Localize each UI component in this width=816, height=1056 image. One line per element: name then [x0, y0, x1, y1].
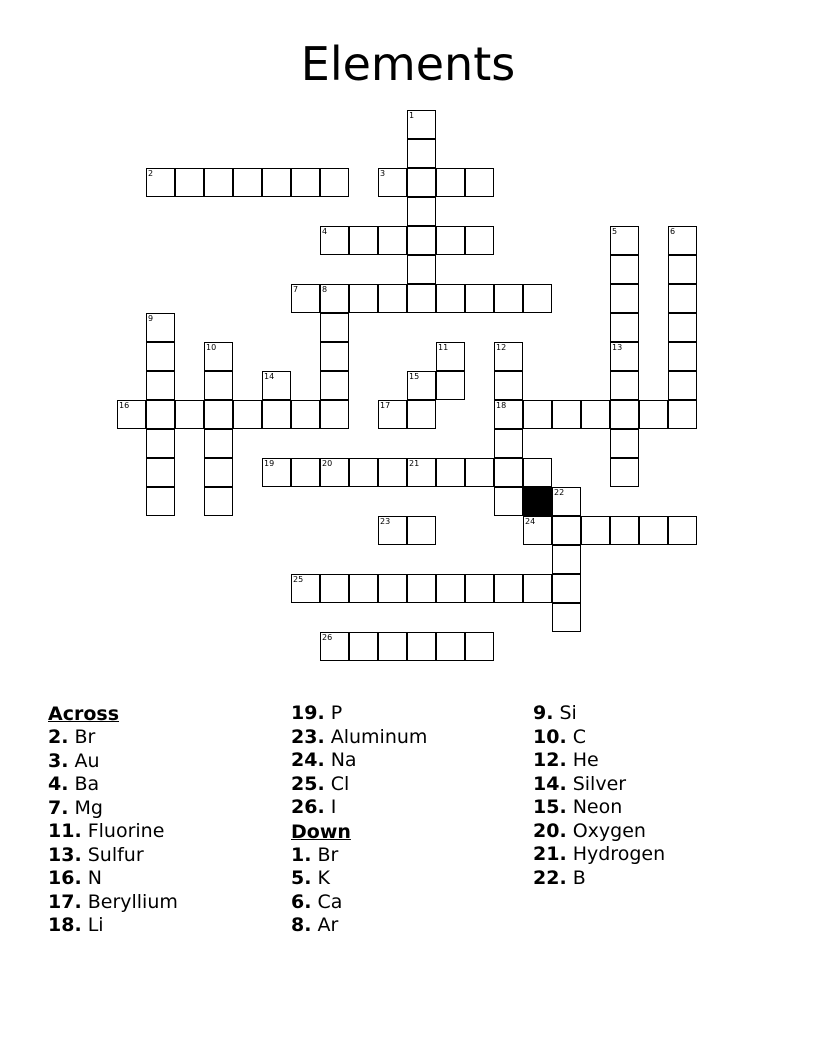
clue-number: 8 — [322, 285, 328, 294]
clue-num: 17. — [48, 890, 82, 913]
grid-cell[interactable] — [320, 458, 349, 487]
grid-cell[interactable] — [407, 139, 436, 168]
clue-number: 13 — [612, 343, 623, 352]
grid-cell[interactable] — [436, 371, 465, 400]
grid-cell[interactable] — [523, 284, 552, 313]
clue-answer-hint: Au — [74, 749, 100, 772]
clue-answer-hint: Cl — [330, 772, 350, 795]
clue-answer-hint: P — [330, 702, 343, 724]
clue-num: 12. — [533, 749, 567, 771]
grid-cell[interactable] — [523, 458, 552, 487]
clue-column-3 — [533, 702, 665, 890]
clue-answer-hint: Ar — [317, 914, 339, 936]
grid-cell[interactable] — [175, 168, 204, 197]
grid-cell[interactable] — [552, 487, 581, 516]
grid-cell[interactable] — [320, 226, 349, 255]
grid-cell[interactable] — [146, 458, 175, 487]
clue-answer-hint: Br — [317, 843, 339, 866]
grid-cell[interactable] — [291, 574, 320, 603]
clue-num: 26. — [291, 796, 325, 818]
clue-num: 11. — [48, 820, 82, 842]
clue-number: 22 — [554, 488, 565, 497]
grid-cell[interactable] — [378, 226, 407, 255]
grid-cell[interactable] — [610, 516, 639, 545]
grid-cell[interactable] — [378, 516, 407, 545]
down-clue — [291, 867, 427, 891]
grid-cell[interactable] — [639, 516, 668, 545]
grid-cell[interactable] — [494, 284, 523, 313]
clue-answer-hint: Na — [330, 749, 357, 771]
grid-cell[interactable] — [552, 545, 581, 574]
grid-cell[interactable] — [610, 226, 639, 255]
clue-number: 24 — [525, 517, 536, 526]
grid-cell[interactable] — [378, 284, 407, 313]
grid-cell[interactable] — [610, 255, 639, 284]
clue-number: 10 — [206, 343, 217, 352]
grid-cell[interactable] — [320, 371, 349, 400]
grid-cell[interactable] — [349, 574, 378, 603]
grid-cell[interactable] — [523, 400, 552, 429]
grid-cell[interactable] — [668, 342, 697, 371]
grid-cell[interactable] — [668, 400, 697, 429]
grid-cell[interactable] — [146, 429, 175, 458]
clue-num: 24. — [291, 749, 325, 771]
grid-cell[interactable] — [581, 516, 610, 545]
grid-cell[interactable] — [262, 458, 291, 487]
clue-num: 5. — [291, 867, 312, 889]
clue-column-2 — [291, 702, 427, 938]
clue-answer-hint: He — [572, 749, 599, 771]
down-clue — [291, 844, 427, 868]
grid-cell[interactable] — [552, 516, 581, 545]
grid-cell[interactable] — [465, 574, 494, 603]
grid-cell[interactable] — [320, 400, 349, 429]
clue-answer-hint: K — [317, 867, 330, 889]
across-clue — [48, 820, 178, 844]
clue-num: 3. — [48, 749, 69, 772]
grid-cell[interactable] — [552, 400, 581, 429]
clue-number: 7 — [293, 285, 299, 294]
grid-cell[interactable] — [233, 400, 262, 429]
grid-cell[interactable] — [610, 429, 639, 458]
clue-number: 5 — [612, 227, 618, 236]
grid-cell[interactable] — [407, 458, 436, 487]
clue-num: 6. — [291, 890, 312, 913]
grid-cell[interactable] — [465, 632, 494, 661]
clue-num: 18. — [48, 914, 82, 936]
grid-cell[interactable] — [668, 284, 697, 313]
grid-cell[interactable] — [291, 168, 320, 197]
grid-cell[interactable] — [320, 168, 349, 197]
grid-cell[interactable] — [204, 400, 233, 429]
grid-cell[interactable] — [175, 400, 204, 429]
grid-cell[interactable] — [610, 342, 639, 371]
clue-number: 23 — [380, 517, 391, 526]
down-clue — [291, 891, 427, 915]
clue-num: 4. — [48, 773, 69, 795]
down-clue — [533, 843, 665, 867]
grid-cell[interactable] — [494, 574, 523, 603]
across-clue — [48, 891, 178, 915]
clue-answer-hint: Aluminum — [330, 725, 428, 748]
clue-num: 20. — [533, 819, 567, 842]
grid-cell[interactable] — [610, 284, 639, 313]
grid-cell[interactable] — [407, 226, 436, 255]
across-clue — [291, 796, 427, 820]
down-clue — [533, 796, 665, 820]
grid-cell[interactable] — [436, 342, 465, 371]
grid-cell[interactable] — [436, 226, 465, 255]
grid-cell[interactable] — [146, 400, 175, 429]
clue-num: 8. — [291, 914, 312, 936]
down-heading: Down — [291, 820, 351, 843]
clue-number: 17 — [380, 401, 391, 410]
down-clue — [291, 914, 427, 938]
down-clue — [533, 820, 665, 844]
grid-cell[interactable] — [407, 255, 436, 284]
grid-cell[interactable] — [146, 371, 175, 400]
clue-answer-hint: Sulfur — [87, 843, 144, 866]
clue-number: 14 — [264, 372, 275, 381]
clue-num: 15. — [533, 796, 567, 818]
grid-cell[interactable] — [436, 284, 465, 313]
grid-cell[interactable] — [146, 342, 175, 371]
clue-answer-hint: Hydrogen — [572, 843, 666, 865]
grid-cell[interactable] — [262, 168, 291, 197]
grid-cell[interactable] — [552, 574, 581, 603]
grid-cell[interactable] — [494, 429, 523, 458]
clue-number: 1 — [409, 111, 415, 120]
grid-cell[interactable] — [407, 574, 436, 603]
grid-cell[interactable] — [407, 516, 436, 545]
grid-cell[interactable] — [668, 226, 697, 255]
clue-num: 19. — [291, 702, 325, 724]
grid-cell[interactable] — [204, 458, 233, 487]
clue-num: 13. — [48, 843, 82, 866]
grid-cell[interactable] — [117, 400, 146, 429]
grid-cell[interactable] — [407, 371, 436, 400]
clue-num: 14. — [533, 772, 567, 795]
clue-number: 2 — [148, 169, 154, 178]
down-clue — [533, 702, 665, 726]
clue-num: 9. — [533, 702, 554, 724]
grid-cell[interactable] — [146, 313, 175, 342]
grid-cell[interactable] — [320, 632, 349, 661]
grid-cell[interactable] — [378, 168, 407, 197]
grid-cell[interactable] — [291, 458, 320, 487]
grid-cell[interactable] — [378, 632, 407, 661]
grid-cell[interactable] — [204, 168, 233, 197]
clue-num: 23. — [291, 725, 325, 748]
clue-answer-hint: B — [572, 866, 586, 889]
grid-cell[interactable] — [378, 458, 407, 487]
grid-cell[interactable] — [465, 168, 494, 197]
across-clue — [48, 726, 178, 750]
grid-cell[interactable] — [436, 168, 465, 197]
grid-cell[interactable] — [349, 632, 378, 661]
clue-answer-hint: Silver — [572, 772, 627, 795]
grid-cell[interactable] — [436, 574, 465, 603]
grid-cell[interactable] — [407, 168, 436, 197]
grid-cell[interactable] — [320, 284, 349, 313]
clue-number: 4 — [322, 227, 328, 236]
clue-answer-hint: C — [572, 725, 586, 748]
clue-num: 10. — [533, 725, 567, 748]
clue-num: 22. — [533, 866, 567, 889]
clue-column-1 — [48, 702, 178, 938]
grid-cell[interactable] — [465, 458, 494, 487]
clue-num: 1. — [291, 843, 312, 866]
clue-num: 25. — [291, 772, 325, 795]
grid-cell[interactable] — [146, 168, 175, 197]
clue-answer-hint: Br — [74, 726, 96, 748]
clue-answer-hint: Mg — [74, 796, 103, 819]
grid-cell[interactable] — [204, 429, 233, 458]
black-cell — [523, 487, 552, 516]
grid-cell[interactable] — [552, 603, 581, 632]
clue-num: 7. — [48, 796, 69, 819]
grid-cell[interactable] — [494, 400, 523, 429]
across-clue — [48, 750, 178, 774]
grid-cell[interactable] — [668, 516, 697, 545]
clue-number: 12 — [496, 343, 507, 352]
grid-cell[interactable] — [668, 255, 697, 284]
grid-cell[interactable] — [639, 400, 668, 429]
clue-number: 9 — [148, 314, 154, 323]
grid-cell[interactable] — [262, 371, 291, 400]
grid-cell[interactable] — [610, 313, 639, 342]
puzzle-title: Elements — [300, 37, 516, 91]
grid-cell[interactable] — [494, 342, 523, 371]
clue-answer-hint: Li — [87, 914, 104, 936]
grid-cell[interactable] — [320, 574, 349, 603]
clue-number: 15 — [409, 372, 420, 381]
grid-cell[interactable] — [320, 342, 349, 371]
clue-num: 21. — [533, 843, 567, 865]
across-clue — [291, 702, 427, 726]
grid-cell[interactable] — [581, 400, 610, 429]
grid-cell[interactable] — [146, 487, 175, 516]
grid-cell[interactable] — [349, 458, 378, 487]
down-clue — [533, 773, 665, 797]
across-clue — [291, 726, 427, 750]
across-clue — [291, 773, 427, 797]
clue-num: 16. — [48, 867, 82, 889]
across-clue — [48, 844, 178, 868]
clue-answer-hint: Beryllium — [87, 890, 178, 913]
grid-cell[interactable] — [668, 313, 697, 342]
clue-num: 2. — [48, 726, 69, 748]
grid-cell[interactable] — [494, 458, 523, 487]
clue-number: 20 — [322, 459, 333, 468]
grid-cell[interactable] — [204, 371, 233, 400]
grid-cell[interactable] — [349, 226, 378, 255]
across-heading: Across — [48, 703, 120, 725]
grid-cell[interactable] — [204, 342, 233, 371]
grid-cell[interactable] — [407, 197, 436, 226]
across-clue — [48, 914, 178, 938]
grid-cell[interactable] — [407, 632, 436, 661]
clue-number: 19 — [264, 459, 275, 468]
across-clue — [48, 797, 178, 821]
clue-answer-hint: Oxygen — [572, 819, 646, 842]
grid-cell[interactable] — [610, 400, 639, 429]
across-clue — [48, 773, 178, 797]
clue-answer-hint: Neon — [572, 796, 623, 818]
grid-cell[interactable] — [407, 110, 436, 139]
grid-cell[interactable] — [407, 284, 436, 313]
grid-cell[interactable] — [494, 371, 523, 400]
across-clue — [48, 867, 178, 891]
clue-number: 26 — [322, 633, 333, 642]
grid-cell[interactable] — [262, 400, 291, 429]
grid-cell[interactable] — [610, 458, 639, 487]
clue-number: 21 — [409, 459, 420, 468]
grid-cell[interactable] — [320, 313, 349, 342]
grid-cell[interactable] — [523, 574, 552, 603]
grid-cell[interactable] — [378, 400, 407, 429]
grid-cell[interactable] — [349, 284, 378, 313]
clue-answer-hint: Fluorine — [87, 820, 165, 842]
grid-cell[interactable] — [291, 284, 320, 313]
grid-cell[interactable] — [668, 371, 697, 400]
grid-cell[interactable] — [291, 400, 320, 429]
clue-answer-hint: I — [330, 796, 337, 818]
clue-number: 11 — [438, 343, 449, 352]
grid-cell[interactable] — [610, 371, 639, 400]
clue-number: 6 — [670, 227, 676, 236]
clue-answer-hint: Ca — [317, 890, 343, 913]
clue-answer-hint: N — [87, 867, 102, 889]
grid-cell[interactable] — [494, 487, 523, 516]
grid-cell[interactable] — [436, 632, 465, 661]
down-clue — [533, 867, 665, 891]
grid-cell[interactable] — [436, 458, 465, 487]
across-clue — [291, 749, 427, 773]
grid-cell[interactable] — [204, 487, 233, 516]
clue-number: 18 — [496, 401, 507, 410]
clue-number: 16 — [119, 401, 130, 410]
down-clue — [533, 749, 665, 773]
clue-number: 3 — [380, 169, 386, 178]
clue-answer-hint: Ba — [74, 773, 100, 795]
grid-cell[interactable] — [233, 168, 262, 197]
grid-cell[interactable] — [465, 226, 494, 255]
clue-answer-hint: Si — [559, 702, 577, 724]
clue-number: 25 — [293, 575, 304, 584]
down-clue — [533, 726, 665, 750]
grid-cell[interactable] — [465, 284, 494, 313]
grid-cell[interactable] — [378, 574, 407, 603]
grid-cell[interactable] — [523, 516, 552, 545]
grid-cell[interactable] — [407, 400, 436, 429]
